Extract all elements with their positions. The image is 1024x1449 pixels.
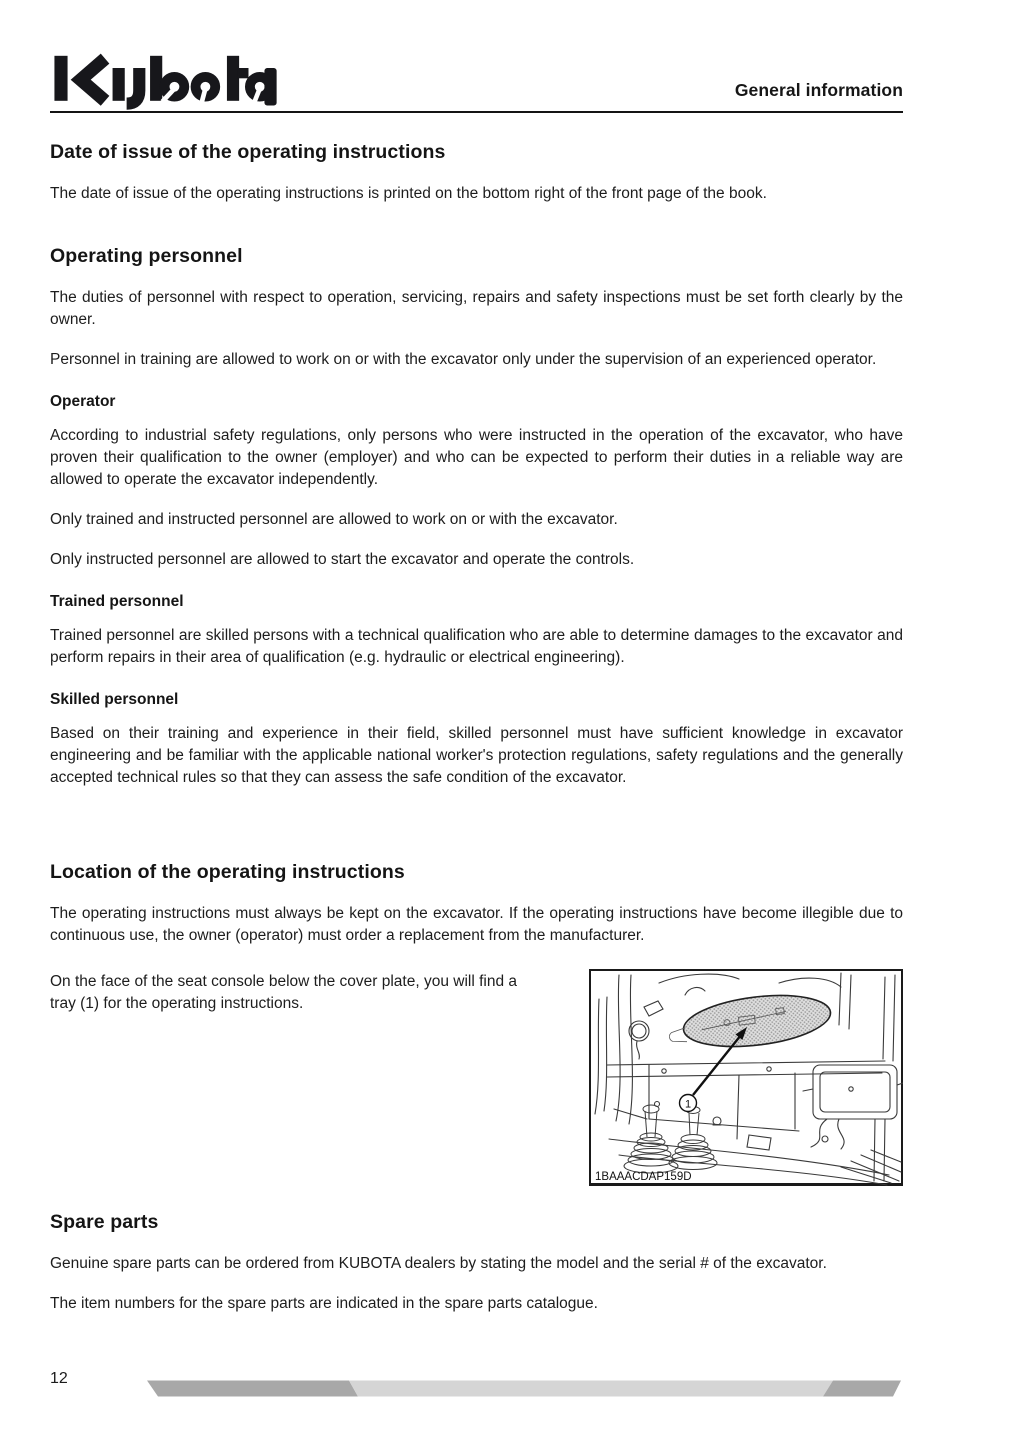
heading-spare-parts: Spare parts bbox=[50, 1211, 159, 1233]
paragraph-trained: Trained personnel are skilled persons with a technical qualification who are able to determine damages to the excavator and perform repairs in their area of qualification (e.g. hydraulic or electrical engineering). bbox=[50, 627, 903, 666]
heading-skilled-personnel: Skilled personnel bbox=[50, 691, 179, 708]
paragraph-date-of-issue: The date of issue of the operating instructions is printed on the bottom right of the front page of the book. bbox=[50, 185, 767, 202]
paragraph-training: Personnel in training are allowed to work on or with the excavator only under the supervision of an experienced operator. bbox=[50, 351, 877, 368]
paragraph-operator-1: According to industrial safety regulations, only persons who were instructed in the operation of the excavator, who have proven their qualification to the owner (employer) and who can be expected to perform their duties in a reliable way are allowed to operate the excavator independently. bbox=[50, 427, 903, 488]
page-header bbox=[50, 0, 903, 113]
figure-tray-location bbox=[589, 969, 903, 1187]
footer-bar-segment-dark-right bbox=[823, 1381, 901, 1397]
footer-page-number: 12 bbox=[50, 1370, 68, 1387]
figure-caption: 1BAAACDAP159D bbox=[595, 1171, 692, 1183]
footer-bar-segment-dark-left bbox=[147, 1381, 358, 1397]
paragraph-duties: The duties of personnel with respect to operation, servicing, repairs and safety inspections must be set forth clearly by the owner. bbox=[50, 289, 903, 328]
paragraph-operator-3: Only instructed personnel are allowed to start the excavator and operate the controls. bbox=[50, 551, 635, 568]
heading-operator: Operator bbox=[50, 393, 116, 410]
kubota-logo-graphic bbox=[50, 53, 282, 113]
location-figure-row bbox=[50, 969, 903, 1187]
paragraph-spare-1: Genuine spare parts can be ordered from KUBOTA dealers by stating the model and the serial # of the excavator. bbox=[50, 1255, 827, 1272]
header-section-title: General information bbox=[734, 80, 903, 100]
paragraph-skilled: Based on their training and experience in their field, skilled personnel must have sufficient knowledge in excavator engineering and be familiar with the applicable national worker's protection regulations, safety regulations and the generally accepted technical rules so that they can assess the safe condition of the excavator. bbox=[50, 725, 903, 786]
footer-bar-segment-light bbox=[349, 1381, 833, 1397]
footer-decoration-bar bbox=[147, 1380, 905, 1397]
figure-callout-1: 1 bbox=[684, 1098, 692, 1111]
heading-location: Location of the operating instructions bbox=[50, 861, 405, 883]
paragraph-location-1: The operating instructions must always be kept on the excavator. If the operating instructions have become illegible due to continuous use, the owner (operator) must order a replacement from the manufacturer. bbox=[50, 905, 903, 944]
paragraph-operator-2: Only trained and instructed personnel are allowed to work on or with the excavator. bbox=[50, 511, 618, 528]
tray-location-drawing bbox=[589, 969, 903, 1187]
page-footer bbox=[0, 1369, 1024, 1411]
kubota-logo bbox=[50, 53, 282, 113]
header-rule bbox=[50, 111, 903, 113]
paragraph-spare-2: The item numbers for the spare parts are indicated in the spare parts catalogue. bbox=[50, 1295, 598, 1312]
heading-date-of-issue: Date of issue of the operating instructions bbox=[50, 141, 446, 163]
heading-operating-personnel: Operating personnel bbox=[50, 245, 243, 267]
heading-trained-personnel: Trained personnel bbox=[50, 593, 184, 610]
paragraph-location-2: On the face of the seat console below the cover plate, you will find a tray (1) for the operating instructions. bbox=[50, 973, 517, 1012]
